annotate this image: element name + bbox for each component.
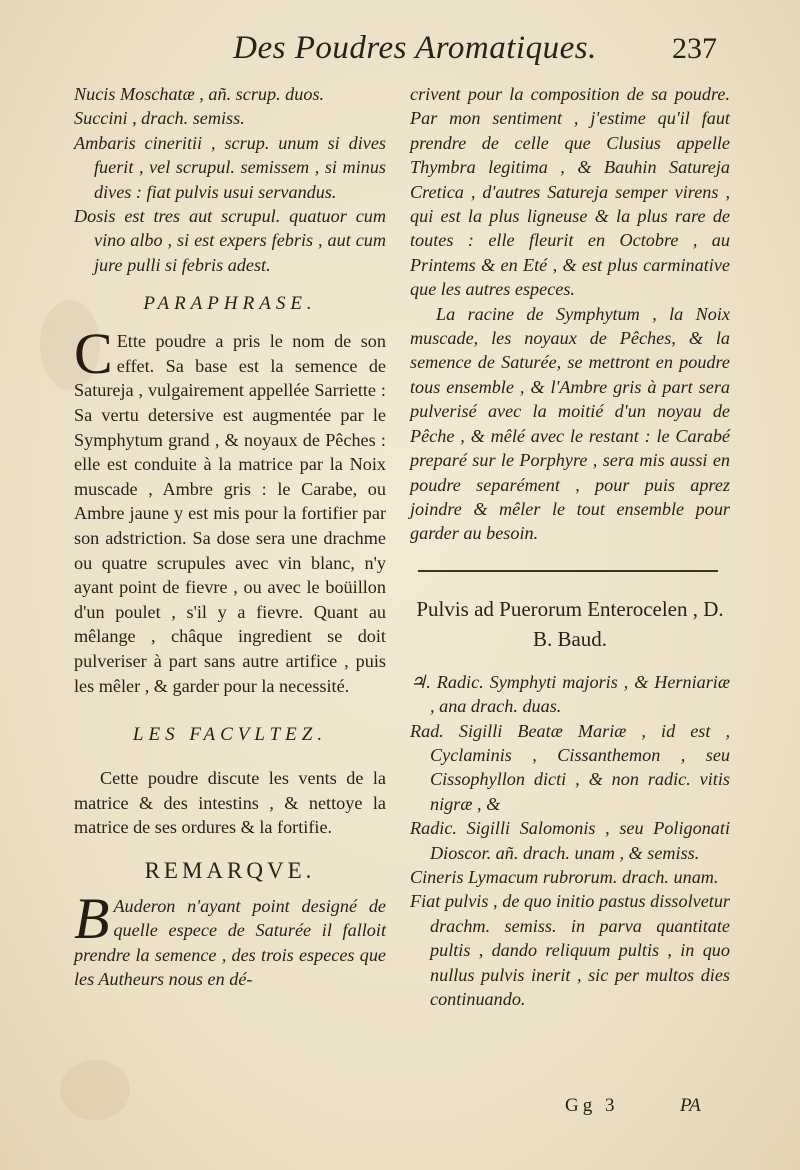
recipe-title: Pulvis ad Puerorum Enterocelen , D. B. Baud.: [416, 596, 724, 651]
formula-line: Nucis Moschatæ , añ. scrup. duos.: [74, 84, 325, 104]
second-paragraph: La racine de Symphytum , la Noix muscade, les noyaux de Pêches, & la semence de Saturée, se mettront en poudre tous ensemble , & l'Ambre gris à part sera pulverisé avec la moitié d'un noyau de Pêche , & mêlé avec le restant : le Carabé preparé sur le Porphyre , sera mis aussi en poudre separément , pour puis aprez joindre & mêler le tout ensemble pour garder au besoin.: [410, 303, 730, 544]
remarque-paragraph: [74, 885, 386, 992]
drop-cap: B: [74, 885, 110, 951]
paraphrase-paragraph: [74, 321, 386, 698]
running-head: [0, 28, 800, 80]
recipe-line: Fiat pulvis , de quo initio pastus dissolvetur drachm. semiss. in parva quantitate pultis , dando reliquum pultis , in quo nullus pulvis inerit , sic per multos dies continuando.: [410, 891, 730, 1009]
formula-line: Succini , drach. semiss.: [74, 108, 245, 129]
continuation-paragraph: crivent pour la composition de sa poudre. Par mon sentiment , j'estime qu'il faut prendre de celle que Clusius appelle Thymbra legitima , & Bauhin Satureja Cretica , d'autres Satureja semper virens , qui est la plus ligneuse & la plus rare de toutes : elle fleurit en Octobre , au Printems & en Eté , & est plus carminative que les autres especes.: [410, 84, 730, 300]
recipe-line: ♃. Radic. Symphyti majoris , & Herniariæ , ana drach. duas.: [410, 671, 730, 717]
formula-line: Ambaris cineritii , scrup. unum si dives fuerit , vel scrupul. semissem , si minus dives : fiat pulvis usui servandus.: [74, 132, 386, 202]
page-number: 237: [672, 32, 717, 65]
remarque-heading: REMARQVE.: [144, 857, 316, 883]
drop-cap: C: [74, 321, 113, 387]
paraphrase-heading: PARAPHRASE.: [143, 293, 317, 315]
formula-line: Dosis est tres aut scrupul. quatuor cum vino albo , si est expers febris , aut cum jure pulli si febris adest.: [74, 206, 386, 275]
page-footer: [0, 1095, 800, 1125]
signature-mark: Gg 3: [565, 1095, 619, 1116]
recipe-line: Radic. Sigilli Salomonis , seu Poligonati Dioscor. añ. drach. unam , & semiss.: [410, 818, 730, 863]
recipe-line: Rad. Sigilli Beatæ Mariæ , id est , Cyclaminis , Cissanthemon , seu Cissophyllon dicti , & non radic. vitis nigræ , &: [410, 720, 730, 814]
right-column: [410, 82, 730, 1011]
remarque-text: Auderon n'ayant point designé de quelle espece de Saturée il falloit prendre la semence , des trois especes que les Autheurs nous en dé-: [74, 895, 386, 990]
facultez-heading: LES FACVLTEZ.: [132, 724, 328, 746]
page-title: Des Poudres Aromatiques.: [233, 30, 597, 66]
paraphrase-text: Ette poudre a pris le nom de son effet. Sa base est la semence de Satureja , vulgairement appellée Sarriette : Sa vertu detersive est augmentée par le Symphytum grand , & noyaux de Pêches : elle est conduite à la matrice par la Noix muscade , Ambre gris : le Carabe, ou Ambre jaune y est mis pour la fortifier par son adstriction. Sa dose sera une drachme ou quatre scrupules avec vin blanc, n'y ayant point de fievre , ou avec le boüillon d'un poulet , s'il y a fievre. Quant au mêlange , châque ingredient se doit pulveriser à part sans autre artifice , puis les mêler , & garder pour la necessité.: [74, 331, 386, 696]
left-column: [74, 82, 386, 992]
facultez-paragraph: Cette poudre discute les vents de la matrice & des intestins , & nettoye la matrice de ses ordures & la fortifie.: [74, 768, 386, 838]
section-divider: [418, 570, 718, 572]
catchword: PA: [680, 1095, 701, 1116]
recipe-line: Cineris Lymacum rubrorum. drach. unam.: [410, 866, 719, 887]
